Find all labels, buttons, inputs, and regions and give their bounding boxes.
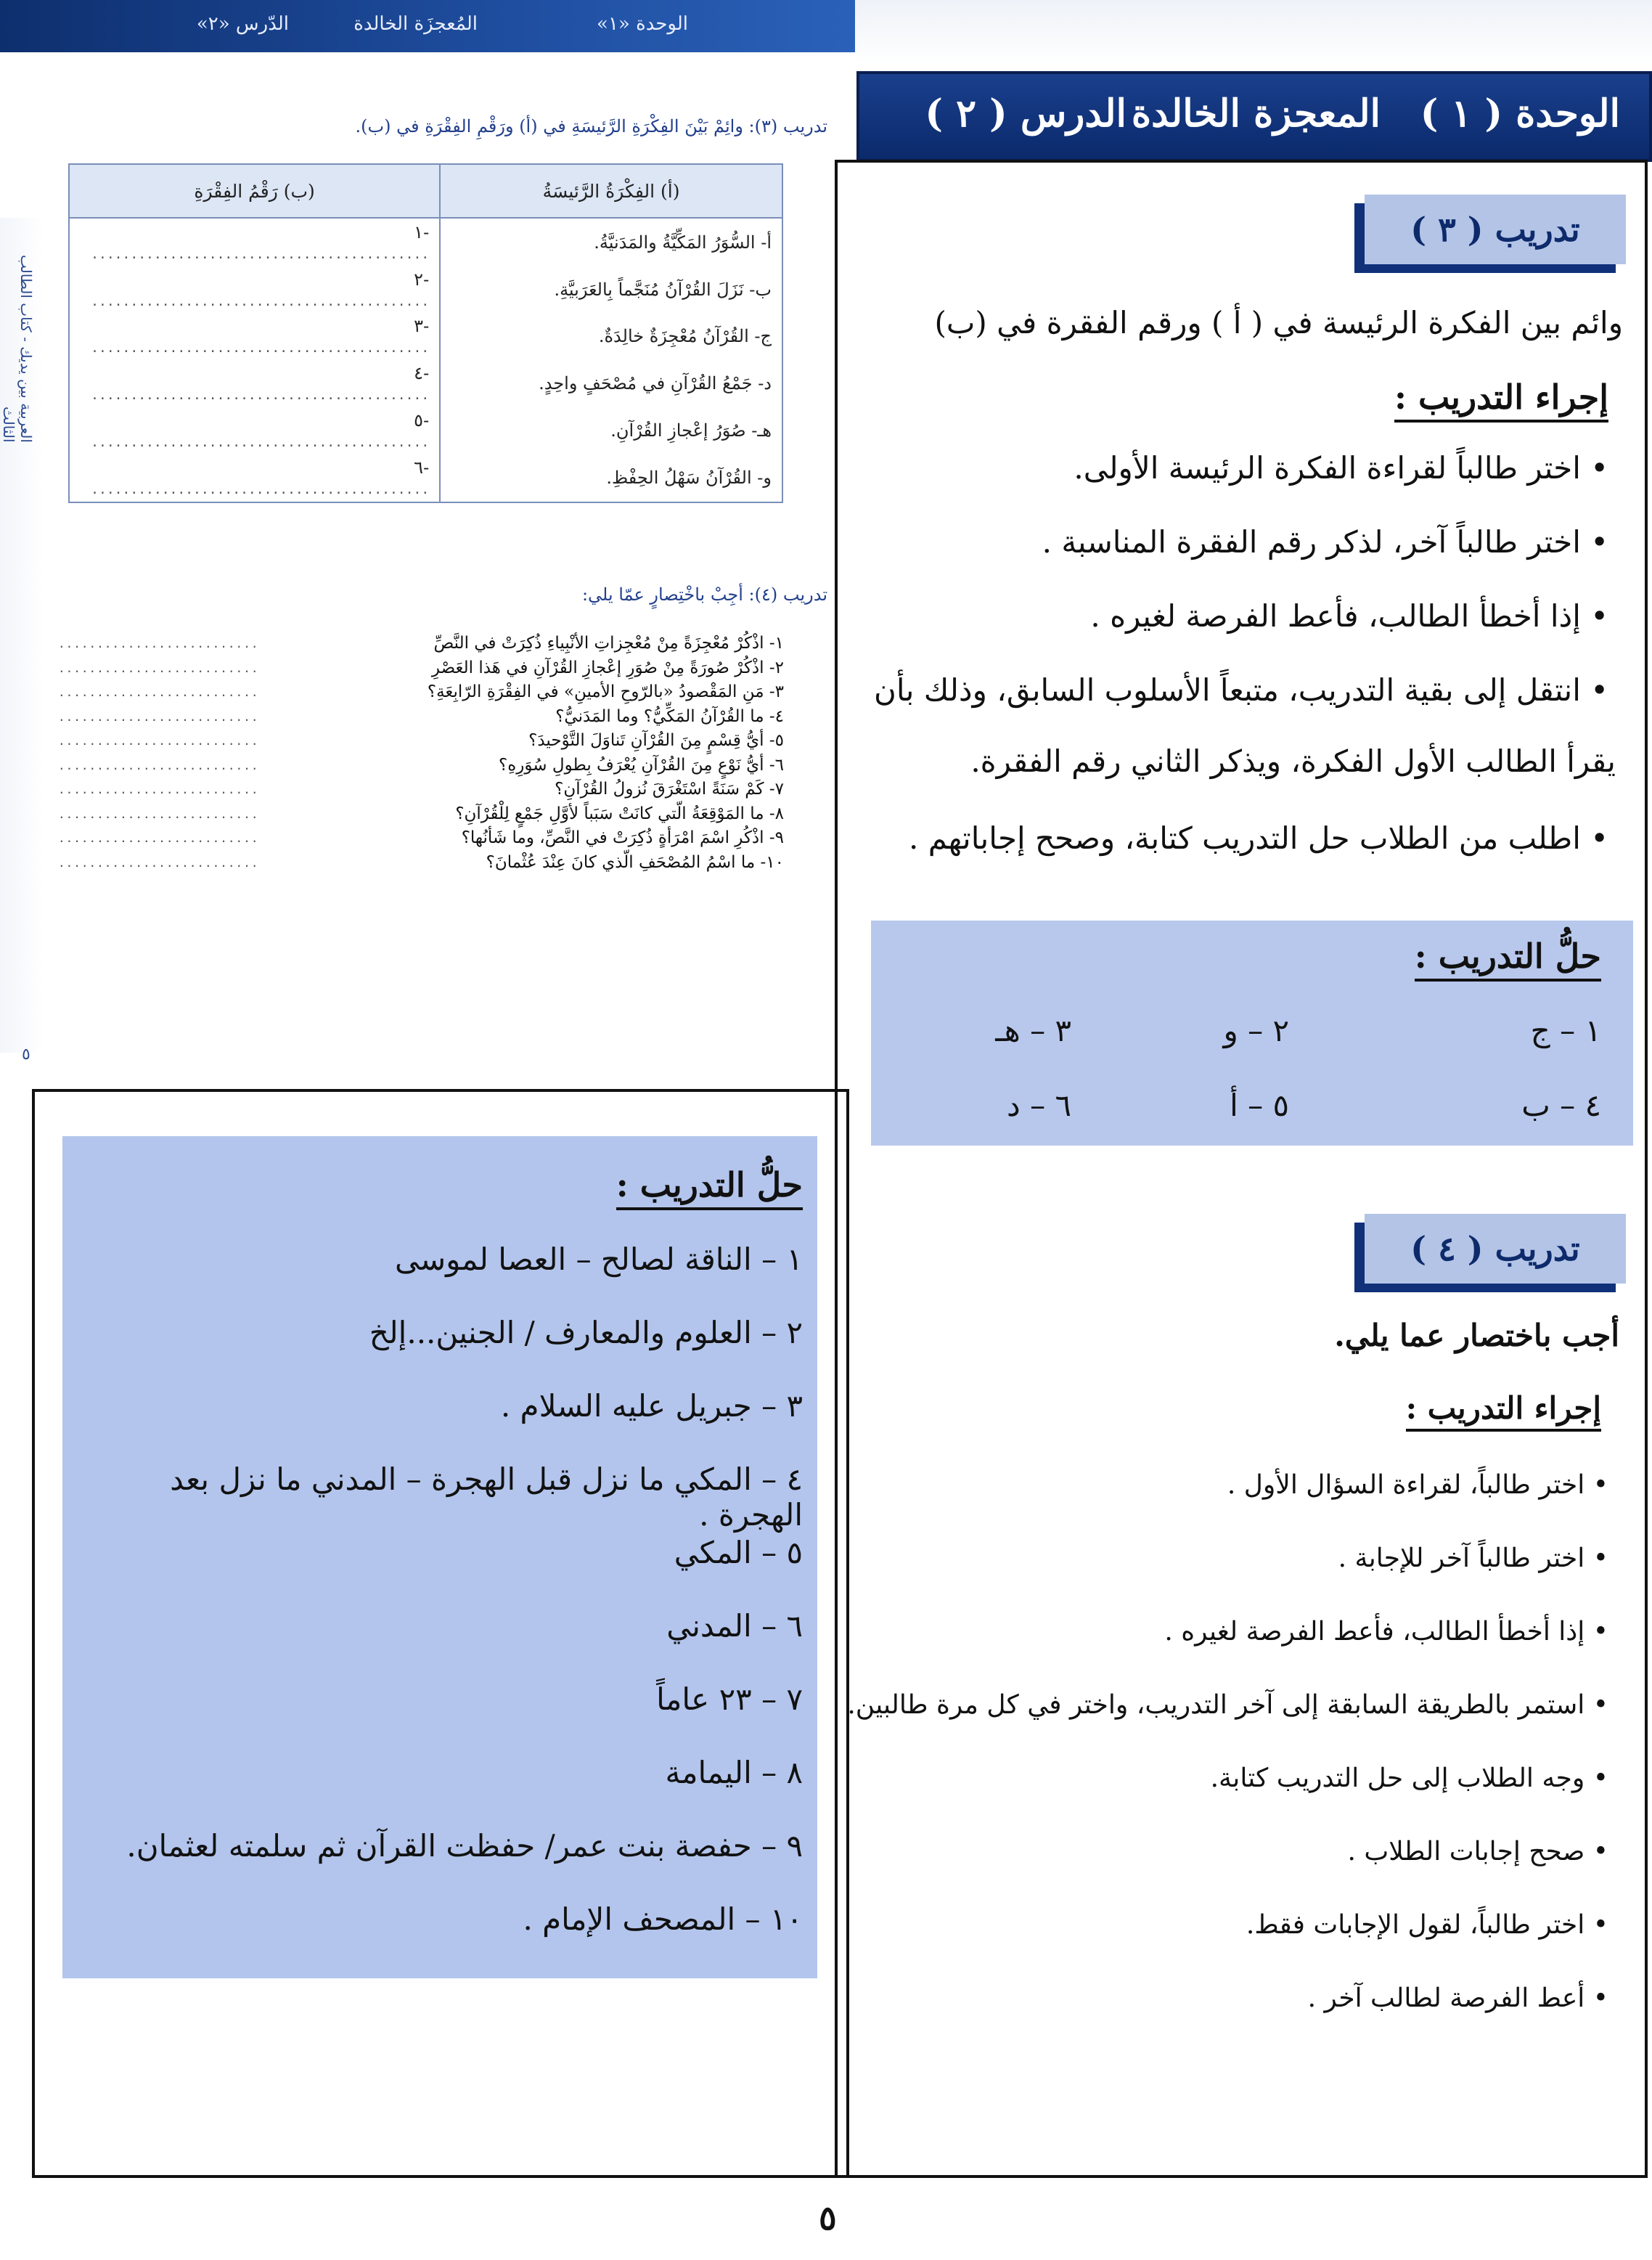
answer-blank: ...........................................	[91, 246, 430, 262]
question-text: ٥- أيُّ قِسْمٍ مِنَ القُرْآنِ تَناوَلَ التَّوْحيدَ؟	[528, 731, 784, 750]
t4-answer: ٩ – حفصة بنت عمر/ حفظت القرآن ثم سلمته لعثمان.	[126, 1828, 803, 1864]
answer-blank: ..........................	[58, 758, 259, 772]
t3-answer-4: ٤ – ب	[1521, 1088, 1601, 1123]
t4-answer: ٧ – ٢٣ عاماً	[656, 1681, 803, 1717]
t3-step: • إذا أخطأ الطالب، فأعط الفرصة لغيره .	[1090, 598, 1608, 634]
student-t4-title: تدريب (٤): أجِبْ باخْتِصارٍ عمّا يلي:	[581, 584, 827, 605]
student-page-top-strip	[0, 0, 855, 52]
answer-blank: ..........................	[58, 855, 259, 870]
t4-step: • صحح إجابات الطلاب .	[1348, 1837, 1608, 1867]
table-row	[69, 454, 782, 502]
question-row	[58, 729, 784, 754]
answer-blank: ..........................	[58, 661, 259, 675]
t4-step: • إذا أخطأ الطالب، فأعط الفرصة لغيره .	[1164, 1617, 1608, 1647]
table-row	[69, 407, 782, 454]
table-cell-idea: د- جَمْعُ القُرْآنِ في مُصْحَفٍ واحِدٍ.	[440, 360, 782, 407]
t3-step: • اطلب من الطلاب حل التدريب كتابة، وصحح إجاباتهم .	[909, 820, 1608, 856]
t3-answer-6: ٦ – د	[1007, 1088, 1071, 1123]
table-cell-number	[69, 266, 440, 313]
answer-blank: ..........................	[58, 685, 259, 699]
header-topic: المعجزة الخالدة	[1131, 91, 1381, 136]
t4-answer: ١ – الناقة لصالح – العصا لموسى	[394, 1241, 803, 1277]
answer-blank: ...........................................	[91, 293, 430, 309]
t3-answer-5: ٥ – أ	[1230, 1088, 1289, 1123]
table-header-idea: (أ) الفِكْرَةُ الرَّئيسَةُ	[440, 164, 782, 218]
row-number: -٥	[414, 410, 430, 431]
t3-procedure-title: إجراء التدريب :	[1394, 378, 1608, 423]
answer-blank: ..........................	[58, 734, 259, 748]
t4-step: • اختر طالباً، لقول الإجابات فقط.	[1246, 1910, 1608, 1940]
student-t3-title: تدريب (٣): وائِمْ بَيْنَ الفِكْرَةِ الرَّئيسَةِ في (أ) ورَقْمِ الفِقْرَةِ في (ب).	[355, 116, 827, 136]
t4-step: • استمر بالطريقة السابقة إلى آخر التدريب، واختر في كل مرة طالبين.	[847, 1690, 1608, 1720]
t3-answer-3: ٣ – هـ	[995, 1013, 1071, 1048]
question-row	[58, 851, 784, 876]
t4-step: • اختر طالباً آخر للإجابة .	[1338, 1543, 1608, 1573]
t3-instruction: وائم بين الفكرة الرئيسة في ( أ ) ورقم الفقرة في (ب)	[934, 305, 1623, 340]
table-cell-idea: ب- نَزَلَ القُرْآنُ مُنَجَّماً بِالعَرَبيَّةِ.	[440, 266, 782, 313]
answer-blank: ..........................	[58, 783, 259, 796]
top-right-margin	[855, 0, 1652, 65]
table-row	[69, 360, 782, 407]
answer-blank: ...........................................	[91, 482, 430, 498]
page-number: ٥	[819, 2198, 837, 2237]
question-text: ٦- أيُّ نَوْعٍ مِنَ القُرْآنِ يُعْرَفُ بِطولِ سُوَرِهِ؟	[499, 755, 784, 775]
header-lesson: الدرس ( ٢ )	[925, 91, 1126, 136]
student-page-thumbnail	[44, 65, 849, 1082]
question-row	[58, 826, 784, 851]
question-row	[58, 656, 784, 681]
table-cell-number	[69, 360, 440, 407]
t3-step: • انتقل إلى بقية التدريب، متبعاً الأسلوب السابق، وذلك بأن	[874, 672, 1608, 708]
t3-step: • اختر طالباً لقراءة الفكرة الرئيسة الأولى.	[1074, 450, 1608, 486]
t4-answer: ٢ – العلوم والمعارف / الجنين...إلخ	[369, 1315, 803, 1350]
t4-answer: ٥ – المكي	[674, 1535, 803, 1570]
answer-blank: ...........................................	[91, 435, 430, 451]
table-cell-number	[69, 218, 440, 266]
table-header-number: (ب) رَقْمُ الفِقْرَةِ	[69, 164, 440, 218]
t4-tag: تدريب ( ٤ )	[1365, 1214, 1626, 1284]
question-text: ١٠- ما اسْمُ المُصْحَفِ الّذي كانَ عِنْدَ عُثْمانَ؟	[486, 852, 784, 872]
table-cell-idea: و- القُرْآنُ سَهْلُ الحِفْظِ.	[440, 454, 782, 502]
question-row	[58, 680, 784, 705]
table-cell-idea: أ- السُّوَرُ المَكِّيَّةُ والمَدَنيَّةُ.	[440, 218, 782, 266]
t3-tag: تدريب ( ٣ )	[1365, 195, 1626, 264]
t4-solution-title: حلُّ التدريب :	[616, 1165, 803, 1210]
t3-step: يقرأ الطالب الأول الفكرة، ويذكر الثاني رقم الفقرة.	[970, 743, 1616, 779]
answer-blank: ...........................................	[91, 340, 430, 356]
question-row	[58, 632, 784, 656]
header-unit: الوحدة ( ١ )	[1420, 91, 1620, 136]
strip-topic: المُعجزَة الخالدة	[353, 13, 478, 35]
t4-answer: ٦ – المدني	[666, 1608, 803, 1644]
t3-step: • اختر طالباً آخر، لذكر رقم الفقرة المناسبة .	[1042, 524, 1608, 560]
t4-procedure-title: إجراء التدريب :	[1406, 1390, 1601, 1432]
question-text: ٨- ما المَوْقِعَةُ الّتي كانَتْ سَبَباً لأوَّلِ جَمْعٍ لِلْقُرْآنِ؟	[455, 804, 784, 823]
question-text: ٢- اذْكُرْ صُورَةً مِنْ صُوَرِ إعْجازِ القُرْآنِ في هَذا العَصْرِ	[431, 658, 784, 677]
answer-blank: ..........................	[58, 807, 259, 821]
question-text: ١- اذْكُرْ مُعْجِزَةً مِنْ مُعْجِزاتِ الأنْبِياءِ ذُكِرَتْ في النَّصِّ	[433, 634, 784, 653]
row-number: -٤	[414, 363, 430, 384]
spine-page-number: ٥	[22, 1045, 30, 1064]
question-text: ٩- اذْكُرِ اسْمَ امْرَأةٍ ذُكِرَتْ في النَّصِّ، وما شَأنُها؟	[461, 828, 784, 847]
question-row	[58, 802, 784, 827]
t4-answer: ٣ – جبريل عليه السلام .	[500, 1388, 803, 1424]
table-row	[69, 313, 782, 360]
question-row	[58, 705, 784, 730]
t4-answer: ٤ – المكي ما نزل قبل الهجرة – المدني ما نزل بعد الهجرة .	[170, 1461, 803, 1533]
question-text: ٣- مَنِ المَقْصودُ «بالرّوحِ الأمينِ» في الفِقْرَةِ الرّابِعَةِ؟	[427, 682, 784, 701]
question-text: ٤- ما القُرْآنُ المَكِّيُّ؟ وما المَدَنيُّ؟	[555, 706, 784, 726]
row-number: -٦	[414, 457, 430, 478]
spine-book-title: العربية بين يديك - كتاب الطالب الثالث	[0, 255, 35, 443]
table-cell-idea: ج- القُرْآنُ مُعْجِزَةٌ خالِدَةٌ.	[440, 313, 782, 360]
student-question-list	[58, 632, 784, 875]
t4-answer: ١٠ – المصحف الإمام .	[523, 1901, 803, 1937]
t3-solution-title: حلُّ التدريب :	[1415, 937, 1601, 982]
t4-answer: ٨ – اليمامة	[665, 1755, 803, 1790]
answer-blank: ..........................	[58, 709, 259, 724]
t4-instruction: أجب باختصار عما يلي.	[1334, 1318, 1619, 1353]
question-text: ٧- كَمْ سَنَةً اسْتَغْرَقَ نُزولُ القُرْآنِ؟	[555, 780, 784, 799]
row-number: -٣	[414, 316, 430, 337]
t3-answer-2: ٢ – و	[1223, 1013, 1289, 1048]
table-cell-idea: هـ- صُوَرُ إعْجازِ القُرْآنِ.	[440, 407, 782, 454]
strip-unit: الوحدة «١»	[597, 13, 688, 35]
table-row	[69, 218, 782, 266]
row-number: -٢	[414, 269, 430, 290]
t4-step: • أعط الفرصة لطالب آخر .	[1308, 1983, 1608, 2013]
answer-blank: ...........................................	[91, 388, 430, 404]
table-cell-number	[69, 313, 440, 360]
answer-blank: ..........................	[58, 831, 259, 845]
lesson-header-bar	[856, 71, 1652, 162]
row-number: -١	[414, 221, 430, 242]
strip-lesson: الدّرس «٢»	[196, 13, 289, 35]
table-cell-number	[69, 454, 440, 502]
t4-step: • وجه الطلاب إلى حل التدريب كتابة.	[1211, 1763, 1608, 1793]
question-row	[58, 754, 784, 778]
table-cell-number	[69, 407, 440, 454]
t4-step: • اختر طالباً، لقراءة السؤال الأول .	[1227, 1470, 1608, 1500]
question-row	[58, 778, 784, 802]
student-matching-table	[68, 163, 783, 503]
table-row	[69, 266, 782, 313]
answer-blank: ..........................	[58, 637, 259, 650]
t3-answer-1: ١ – ج	[1530, 1013, 1601, 1048]
